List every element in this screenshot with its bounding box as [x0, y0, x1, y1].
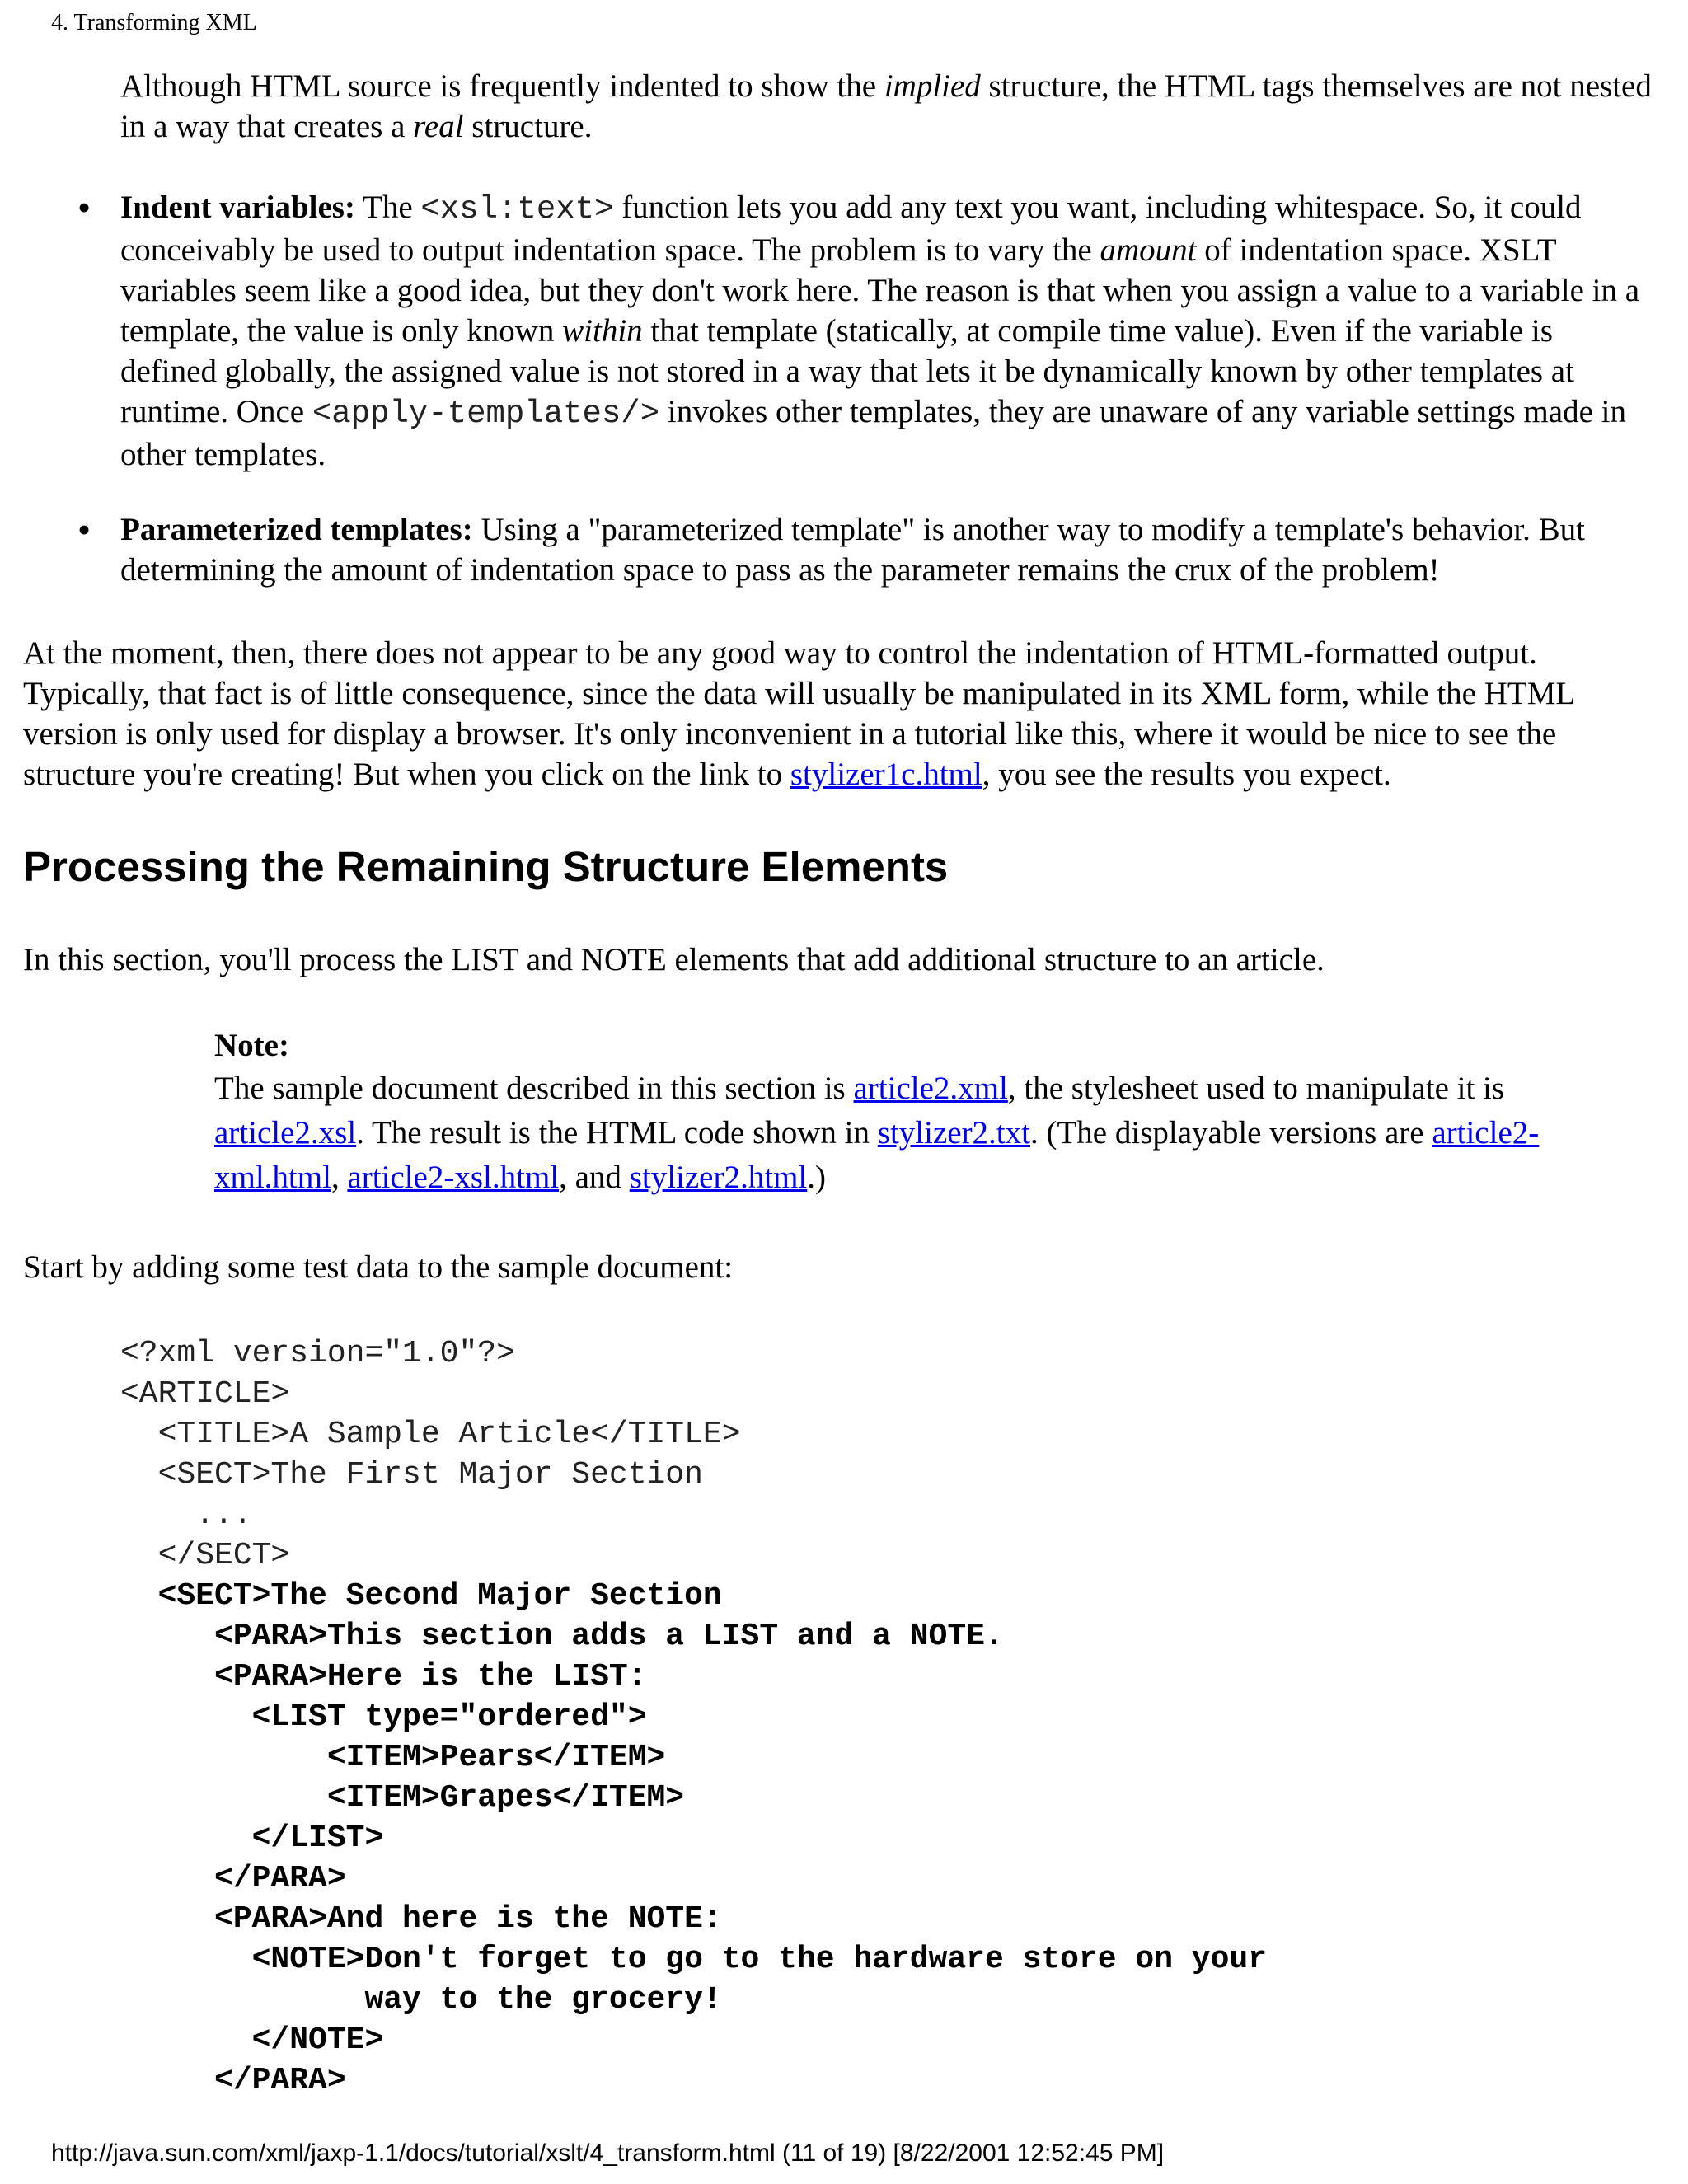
note-text: .) — [807, 1160, 826, 1195]
moment-text-2: , you see the results you expect. — [982, 757, 1391, 792]
note-body — [214, 1066, 1615, 1200]
article2-xsl-html-link[interactable]: article2-xsl.html — [347, 1160, 560, 1195]
start-paragraph: Start by adding some test data to the sample document: — [23, 1249, 734, 1285]
intro-em-implied: implied — [884, 68, 981, 104]
bullet-body — [120, 509, 1653, 590]
intro-text-3: structure. — [463, 109, 593, 144]
bullet-dot-icon: • — [77, 509, 91, 551]
stylizer2-txt-link[interactable]: stylizer2.txt — [877, 1115, 1030, 1151]
page-header: 4. Transforming XML — [51, 10, 257, 35]
note-text: , and — [559, 1160, 630, 1195]
stylizer1c-link[interactable]: stylizer1c.html — [790, 757, 982, 792]
stylizer2-html-link[interactable]: stylizer2.html — [629, 1160, 808, 1195]
note-text: , the stylesheet used to manipulate it is — [1007, 1071, 1505, 1106]
note-block — [214, 1025, 1615, 1200]
moment-text-1: At the moment, then, there does not appear to be any good way to control the indentation of HTML-formatted output. Typically, that fact is of little consequence, since the data will usually be manipulated in its XML form, while the HTML version is only used for display a browser. It's only inconvenient in a tutorial like this, where it would be nice to see the structure you're creating! But when you click on the link to — [23, 635, 1574, 792]
bullet-text: Using a "parameterized template" is another way to modify a template's behavior. But determining the amount of indentation space to pass as the parameter remains the crux of the problem! — [120, 512, 1586, 588]
bullet-text: The — [354, 190, 421, 225]
code-bold: <SECT>The Second Major Section <PARA>This section adds a LIST and a NOTE. <PARA>Here is the LIST: <LIST type="ordered"> <ITEM>Pears</ITEM> <ITEM>Grapes</ITEM> </LIST> </PARA> <PARA>And here is the NOTE: <NOTE>Don't forget to go to the hardware store on your way to the grocery! </NOTE> </PARA> — [157, 1578, 1268, 2098]
inline-code: <xsl:text> — [420, 191, 614, 227]
code-plain: <?xml version="1.0"?> <ARTICLE> <TITLE>A Sample Article</TITLE> <SECT>The First Major Section ... </SECT> — [120, 1336, 741, 1573]
article2-xml-html-link[interactable]: article2-xml.html — [214, 1115, 1540, 1195]
bullet-label: Parameterized templates: — [120, 512, 473, 547]
bullet-label: Indent variables: — [120, 190, 355, 225]
intro-text-2: structure, the HTML tags themselves are not nested in a way that creates a — [120, 68, 1652, 144]
bullet-text: function lets you add any text you want, including whitespace. So, it could conceivably be used to output indentation space. The problem is to vary the — [120, 190, 1582, 268]
article2-xml-link[interactable]: article2.xml — [853, 1071, 1008, 1106]
note-text: The sample document described in this section is — [214, 1071, 854, 1106]
bullet-dot-icon: • — [77, 186, 91, 228]
intro-em-real: real — [413, 109, 464, 144]
section-intro-paragraph: In this section, you'll process the LIST and NOTE elements that add additional structure to an article. — [23, 942, 1325, 977]
bullet-text: invokes other templates, they are unaware of any variable settings made in other templates. — [120, 394, 1626, 472]
code-sample — [120, 1333, 1267, 2101]
bullet-em: within — [562, 313, 643, 349]
note-text: . The result is the HTML code shown in — [356, 1115, 878, 1151]
inline-code: <apply-templates/> — [312, 396, 660, 432]
bullet-text: that template (statically, at compile time value). Even if the variable is defined globally, the assigned value is not stored in a way that lets it be dynamically known by other templates at runtime. Once — [120, 313, 1574, 429]
bullet-em: amount — [1100, 232, 1197, 268]
section-heading: Processing the Remaining Structure Elements — [23, 843, 949, 890]
page-footer-url: http://java.sun.com/xml/jaxp-1.1/docs/tutorial/xslt/4_transform.html (11 of 19) [8/22/2001 12:52:45 PM] — [51, 2139, 1165, 2167]
bullet-text: of indentation space. XSLT variables seem like a good idea, but they don't work here. The reason is that when you assign a value to a variable in a template, the value is only known — [120, 232, 1640, 349]
moment-paragraph — [23, 633, 1651, 794]
bullet-body — [120, 187, 1653, 475]
intro-text-1: Although HTML source is frequently indented to show the — [120, 68, 884, 104]
note-text: . (The displayable versions are — [1029, 1115, 1432, 1151]
note-text: , — [331, 1160, 348, 1195]
article2-xsl-link[interactable]: article2.xsl — [214, 1115, 357, 1151]
note-label: Note: — [214, 1028, 289, 1063]
intro-paragraph — [120, 66, 1653, 147]
